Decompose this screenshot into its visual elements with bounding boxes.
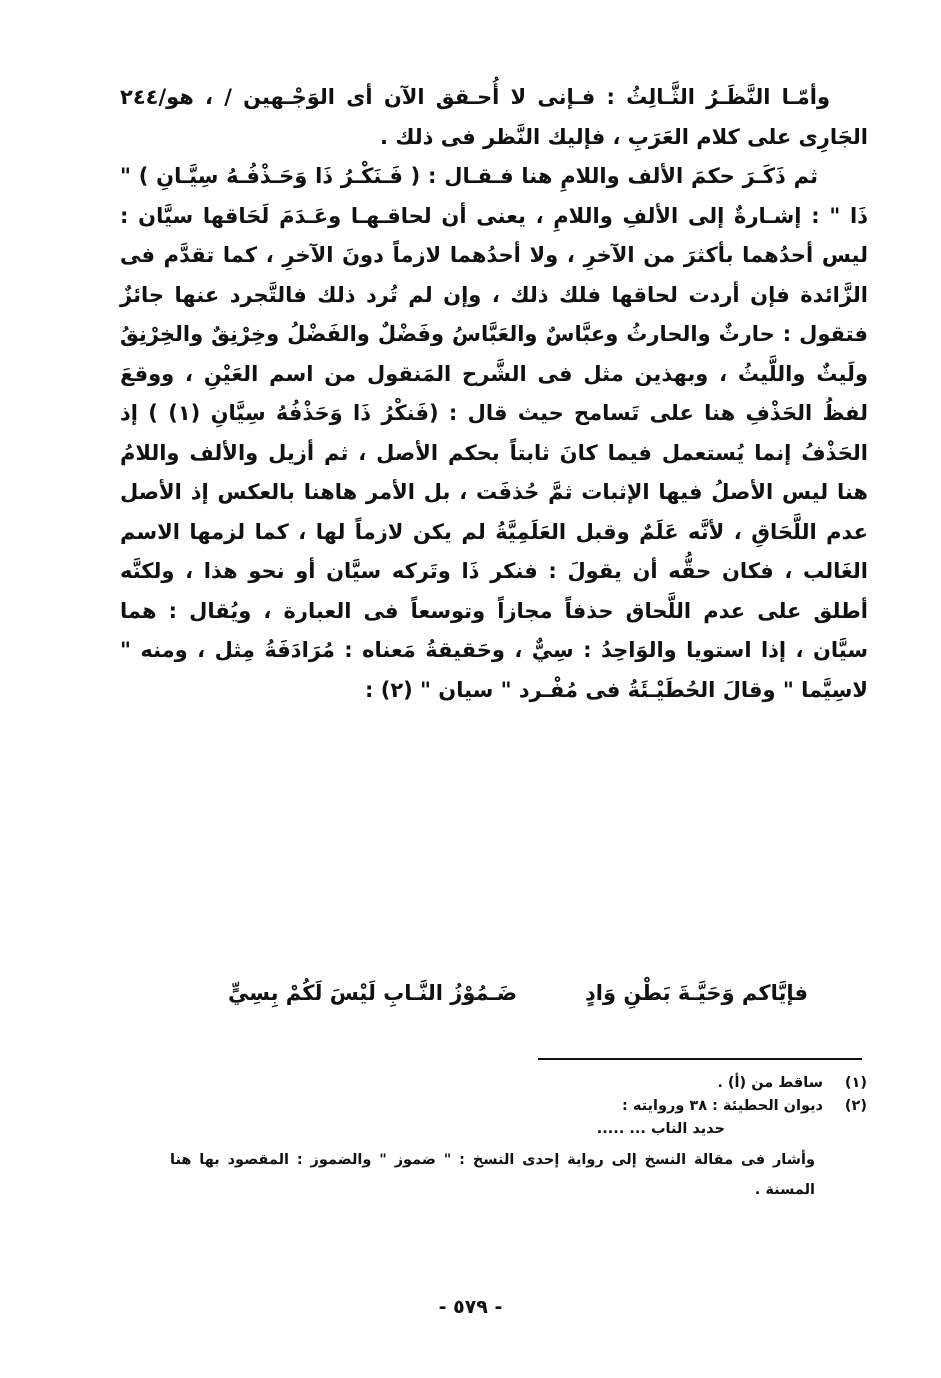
footnotes — [170, 1072, 867, 1205]
footnote-1 — [170, 1072, 867, 1095]
footnote-separator — [538, 1058, 862, 1060]
footnote-1-text: ساقط من (أ) . — [717, 1075, 823, 1091]
paragraph-1: وأمّـا النَّظَـرُ الثَّـالِثُ : فـإنى لا أُحـقق الآن أى الوَجْـهين / ، هو/٢٤٤ الجَارِى على كلام العَرَبِ ، فإليك النَّظر فى ذلك . — [120, 85, 868, 149]
verse-first-hemistich: فإيَّاكم وَحَيَّـةَ بَطْنِ وَادٍ — [585, 981, 808, 1005]
footnote-2 — [170, 1095, 867, 1118]
main-text-block — [120, 78, 868, 710]
paragraph-2: ثم ذَكَـرَ حكمَ الألف واللامِ هنا فـقـال : ( فَـنَكْـرُ ذَا وَحَـذْفُـهُ سِيَّـانِ ) " ذَا " : إشـارةٌ إلى الألفِ واللامِ ، يعنى أن لحاقـهـا وعَـدَمَ لَحَاقها سيَّان : ليس أحدُهما بأكثرَ من الآخرِ ، ولا أحدُهما لازماً دونَ الآخرِ ، كما تقدَّم فى الزَّائدة فإن أردت لحاقها فلك ذلك ، وإن لم تُرد ذلك فالتَّجرد عنها جائزٌ فتقول : حارثٌ والحارثُ وعبَّاسٌ والعَبَّاسُ وفَضْلٌ والفَضْلُ وخِرْنِقٌ والخِرْنِقُ ولَيثٌ واللَّيثُ ، وبهذين مثل فى الشَّرح المَنقول من اسم العَيْنِ ، ووقعَ لفظُ الحَذْفِ هنا على تَسامح حيث قال : (فَنكْرُ ذَا وَحَذْفُهُ سِيَّانِ (١) ) إذ الحَذْفُ إنما يُستعمل فيما كانَ ثابتاً بحكم الأصل ، ثم أزيل والألف واللامُ هنا ليس الأصلُ فيها الإثبات ثمَّ حُذفَت ، بل الأمر هاهنا بالعكس إذ الأصل عدم اللَّحَاقِ ، لأنَّه عَلَمٌ وقبل العَلَمِيَّةُ لم يكن لازماً لها ، كما لزمها الاسم الغَالب ، فكان حقُّه أن يقولَ : فنكر ذَا وتَركه سيَّان أو نحو هذا ، ولكنَّه أطلق على عدم اللَّحاق حذفاً مجازاً وتوسعاً فى العبارة ، ويُقال : هما سيَّان ، إذا استويا والوَاحِدُ : سِيٌّ ، وحَقيقةُ مَعناه : مُرَادَفَةُ مِثل ، ومنه " لاسِيَّما " وقالَ الحُطَيْـئَةُ فى مُفْـرد " سيان " (٢) : — [120, 164, 869, 702]
page-number: - ٥٧٩ - — [438, 1296, 503, 1318]
footnote-2-text: ديوان الحطيئة : ٣٨ وروايته : — [622, 1098, 823, 1114]
footnote-1-number: (١) — [844, 1075, 867, 1091]
footnote-2-number: (٢) — [844, 1098, 867, 1114]
verse-second-hemistich: ضَـمُوْزُ النَّـابِ لَيْسَ لَكُمْ بِسِيٍّ — [228, 981, 518, 1005]
footnote-2-quote: حديد الناب ... ..... — [596, 1121, 725, 1137]
footnote-2-note: وأشار فى مقالة النسخ إلى رواية إحدى النسخ : " ضموز " والضموز : المقصود بها هنا المسنة . — [170, 1152, 815, 1198]
